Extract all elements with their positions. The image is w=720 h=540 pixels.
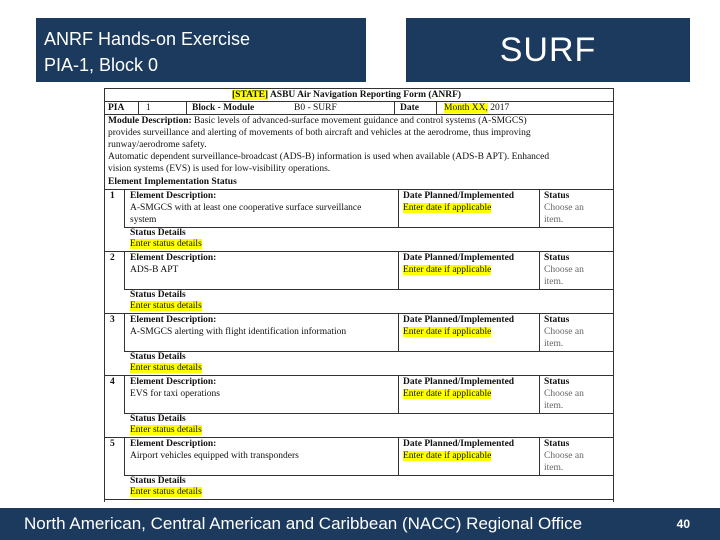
date-value (444, 103, 509, 113)
element-desc-label: Element Description: (130, 439, 217, 449)
element-desc-label: Element Description: (130, 253, 217, 263)
enter-status-field[interactable]: Enter status details (130, 487, 202, 497)
element-desc-text2: system (130, 215, 157, 225)
form-title-row (232, 90, 461, 100)
form-title: ASBU Air Navigation Reporting Form (ANRF) (269, 90, 462, 100)
date-month-highlight[interactable]: Month XX, (444, 103, 488, 113)
state-tag: [STATE] (232, 90, 269, 100)
status-details-label: Status Details (130, 476, 186, 486)
status-details-label: Status Details (130, 414, 186, 424)
date-planned-label: Date Planned/Implemented (403, 439, 515, 449)
enter-status-field[interactable]: Enter status details (130, 239, 202, 249)
status-label: Status (544, 377, 570, 387)
status-choose-line1[interactable]: Choose an (544, 389, 584, 399)
status-choose-line2[interactable]: item. (544, 277, 564, 287)
enter-date-field[interactable]: Enter date if applicable (403, 265, 492, 275)
element-desc-text: A-SMGCS with at least one cooperative surface surveillance (130, 203, 362, 213)
element-desc-text: A-SMGCS alerting with flight identification information (130, 327, 347, 337)
enter-status-field[interactable]: Enter status details (130, 301, 202, 311)
enter-date-field[interactable]: Enter date if applicable (403, 327, 492, 337)
element-desc-label: Element Description: (130, 191, 217, 201)
module-box (406, 18, 690, 82)
element-number: 2 (110, 253, 115, 263)
element-number: 3 (110, 315, 115, 325)
enter-status-field[interactable]: Enter status details (130, 425, 202, 435)
element-desc-label: Element Description: (130, 315, 217, 325)
status-label: Status (544, 253, 570, 263)
status-choose-line1[interactable]: Choose an (544, 265, 584, 275)
footer-office: North American, Central American and Caribbean (NACC) Regional Office (24, 514, 583, 533)
module-desc-line5: vision systems (EVS) is used for low-visibility operations. (108, 164, 331, 174)
impl-status-label: Element Implementation Status (108, 177, 237, 187)
status-label: Status (544, 191, 570, 201)
module-desc-line4: Automatic dependent surveillance-broadcast (ADS-B) information is used when available (ADS-B APT). Enhanced (108, 152, 550, 162)
slide-title-line1: ANRF Hands-on Exercise (44, 29, 251, 49)
element-number: 1 (110, 191, 115, 201)
status-choose-line2[interactable]: item. (544, 339, 564, 349)
slide-title-line2: PIA-1, Block 0 (44, 55, 159, 75)
element-number: 4 (110, 377, 115, 387)
anrf-form (104, 88, 614, 502)
enter-date-field[interactable]: Enter date if applicable (403, 203, 492, 213)
element-desc-label: Element Description: (130, 377, 217, 387)
module-desc-line1 (108, 116, 527, 126)
status-choose-line1[interactable]: Choose an (544, 451, 584, 461)
element-number: 5 (110, 439, 115, 449)
slide-title-box (36, 18, 366, 82)
enter-date-field[interactable]: Enter date if applicable (403, 389, 492, 399)
element-desc-text: ADS-B APT (130, 265, 179, 275)
status-choose-line1[interactable]: Choose an (544, 203, 584, 213)
pia-value: 1 (146, 103, 151, 113)
status-details-label: Status Details (130, 228, 186, 238)
block-module-value: B0 - SURF (294, 103, 337, 113)
element-desc-text: Airport vehicles equipped with transponders (130, 451, 299, 461)
enter-status-field[interactable]: Enter status details (130, 363, 202, 373)
date-year: 2017 (490, 103, 510, 113)
date-planned-label: Date Planned/Implemented (403, 191, 515, 201)
block-module-label: Block - Module (192, 103, 255, 113)
date-planned-label: Date Planned/Implemented (403, 377, 515, 387)
status-details-label: Status Details (130, 290, 186, 300)
pia-label: PIA (108, 103, 125, 113)
status-choose-line2[interactable]: item. (544, 215, 564, 225)
status-choose-line1[interactable]: Choose an (544, 327, 584, 337)
page-number: 40 (676, 517, 690, 531)
enter-date-field[interactable]: Enter date if applicable (403, 451, 492, 461)
status-label: Status (544, 315, 570, 325)
date-label: Date (400, 103, 419, 113)
module-box-label: SURF (499, 30, 597, 69)
footer-bar (0, 508, 720, 540)
module-desc-line2: provides surveillance and alerting of movements of both aircraft and vehicles at the aerodrome, thus improving (108, 128, 531, 138)
status-label: Status (544, 439, 570, 449)
module-desc-label: Module Description: (108, 116, 192, 126)
date-planned-label: Date Planned/Implemented (403, 253, 515, 263)
status-choose-line2[interactable]: item. (544, 401, 564, 411)
date-planned-label: Date Planned/Implemented (403, 315, 515, 325)
status-choose-line2[interactable]: item. (544, 463, 564, 473)
element-desc-text: EVS for taxi operations (130, 389, 220, 399)
status-details-label: Status Details (130, 352, 186, 362)
module-desc-text1: Basic levels of advanced-surface movement guidance and control systems (A-SMGCS) (194, 116, 527, 126)
module-desc-line3: runway/aerodrome safety. (108, 140, 207, 150)
